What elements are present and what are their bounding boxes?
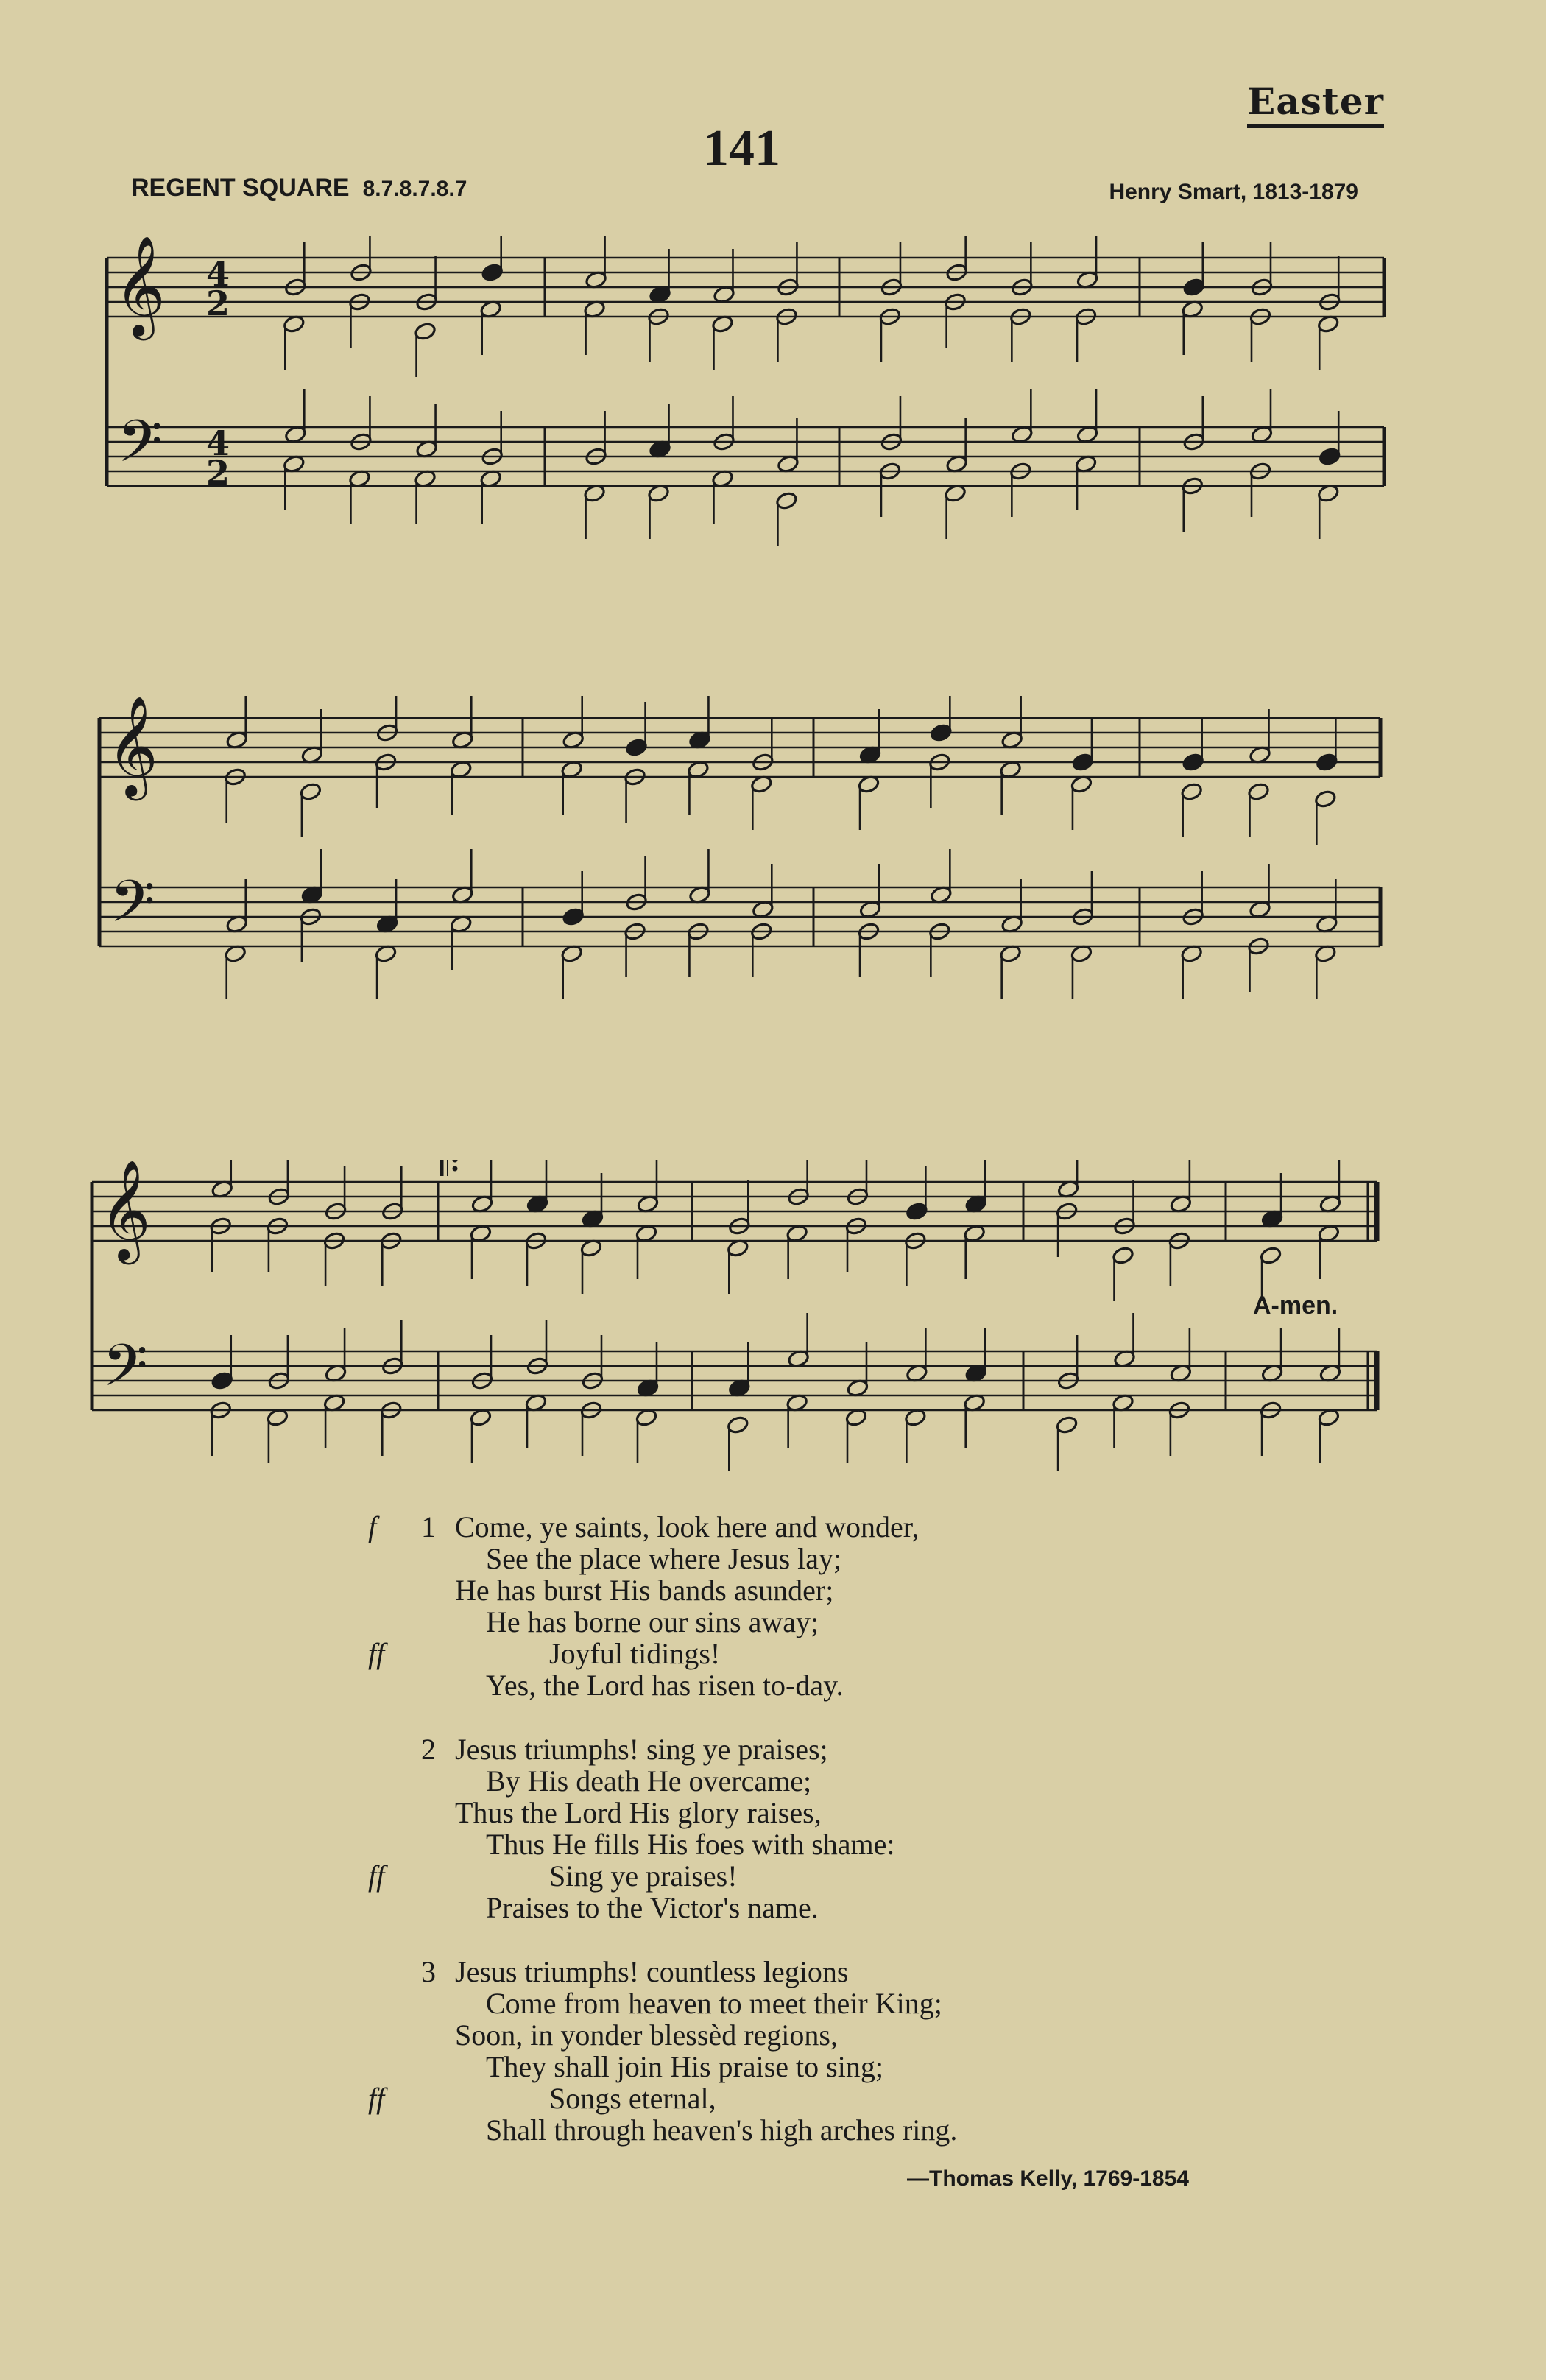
lyric-text: See the place where Jesus lay; — [486, 1542, 842, 1575]
verse-line — [368, 1733, 1325, 1765]
music-system-1 — [0, 236, 1546, 560]
verse-line — [368, 1988, 1325, 2019]
lyric-text: Yes, the Lord has risen to-day. — [486, 1669, 844, 1702]
treble-clef-icon: 𝄞 — [99, 1160, 151, 1260]
text-author: —Thomas Kelly, 1769-1854 — [907, 2166, 1189, 2191]
verse-line — [368, 1860, 1325, 1892]
verse-3 — [368, 1956, 1325, 2146]
treble-clef-icon: 𝄞 — [114, 236, 166, 336]
verse-line — [368, 1543, 1325, 1574]
tune-name — [131, 174, 467, 203]
verse-line — [368, 1638, 1325, 1669]
dynamic-marking: ff — [368, 2082, 385, 2115]
bass-clef-icon: 𝄢 — [117, 407, 163, 490]
bass-clef-icon: 𝄢 — [102, 1331, 148, 1414]
amen-lyric: A-men. — [1253, 1292, 1338, 1320]
verse-line — [368, 1511, 1325, 1543]
verse-1 — [368, 1511, 1325, 1701]
staff-system-1 — [0, 236, 1546, 560]
lyric-text: Shall through heaven's high arches ring. — [486, 2113, 958, 2147]
verse-line — [368, 1828, 1325, 1860]
verse-line — [368, 1669, 1325, 1701]
music-system-2 — [0, 696, 1546, 1020]
lyric-text: He has borne our sins away; — [486, 1605, 819, 1638]
staff-system-2 — [0, 696, 1546, 1020]
dynamic-marking: ff — [368, 1637, 385, 1670]
verse-line — [368, 2051, 1325, 2082]
repeat-dot — [453, 1160, 458, 1163]
verse-number: 1 — [421, 1510, 436, 1543]
tune-title: REGENT SQUARE — [131, 174, 350, 202]
time-signature-bottom: 2 — [206, 284, 230, 323]
lyric-text: Sing ye praises! — [549, 1859, 738, 1893]
bass-clef-icon: 𝄢 — [110, 867, 155, 950]
time-signature-top: 4 — [206, 423, 230, 463]
lyric-text: Jesus triumphs! sing ye praises; — [455, 1733, 828, 1766]
lyric-text: Thus He fills His foes with shame: — [486, 1828, 895, 1861]
verse-line — [368, 2082, 1325, 2114]
lyric-text: By His death He overcame; — [486, 1764, 812, 1798]
verse-line — [368, 1892, 1325, 1923]
lyric-text: Songs eternal, — [549, 2082, 716, 2115]
hymn-verses — [368, 1511, 1325, 2178]
dynamic-marking: ff — [368, 1859, 385, 1893]
time-signature-top: 4 — [206, 254, 230, 294]
verse-number: 3 — [421, 1955, 436, 1988]
verse-line — [368, 2019, 1325, 2051]
treble-clef-icon: 𝄞 — [107, 696, 158, 796]
verse-line — [368, 1956, 1325, 1988]
verse-line — [368, 1574, 1325, 1606]
lyric-text: Come, ye saints, look here and wonder, — [455, 1510, 920, 1543]
section-heading: Easter — [1247, 80, 1384, 128]
verse-line — [368, 1797, 1325, 1828]
lyric-text: Come from heaven to meet their King; — [486, 1987, 942, 2020]
lyric-text: Praises to the Victor's name. — [486, 1891, 819, 1924]
dynamic-marking: f — [368, 1510, 377, 1543]
tune-meter: 8.7.8.7.8.7 — [362, 177, 467, 201]
verse-number: 2 — [421, 1733, 436, 1766]
lyric-text: Soon, in yonder blessèd regions, — [455, 2018, 838, 2052]
verse-line — [368, 2114, 1325, 2146]
music-system-3 — [0, 1160, 1546, 1484]
composer-credit: Henry Smart, 1813-1879 — [1109, 180, 1358, 204]
lyric-text: They shall join His praise to sing; — [486, 2050, 883, 2083]
verse-line — [368, 1606, 1325, 1638]
repeat-dot — [453, 1166, 458, 1172]
lyric-text: He has burst His bands asunder; — [455, 1574, 834, 1607]
lyric-text: Joyful tidings! — [549, 1637, 721, 1670]
hymn-number: 141 — [703, 120, 780, 177]
lyric-text: Thus the Lord His glory raises, — [455, 1796, 822, 1829]
lyric-text: Jesus triumphs! countless legions — [455, 1955, 849, 1988]
verse-2 — [368, 1733, 1325, 1923]
staff-system-3 — [0, 1160, 1546, 1484]
time-signature-bottom: 2 — [206, 453, 230, 493]
verse-line — [368, 1765, 1325, 1797]
